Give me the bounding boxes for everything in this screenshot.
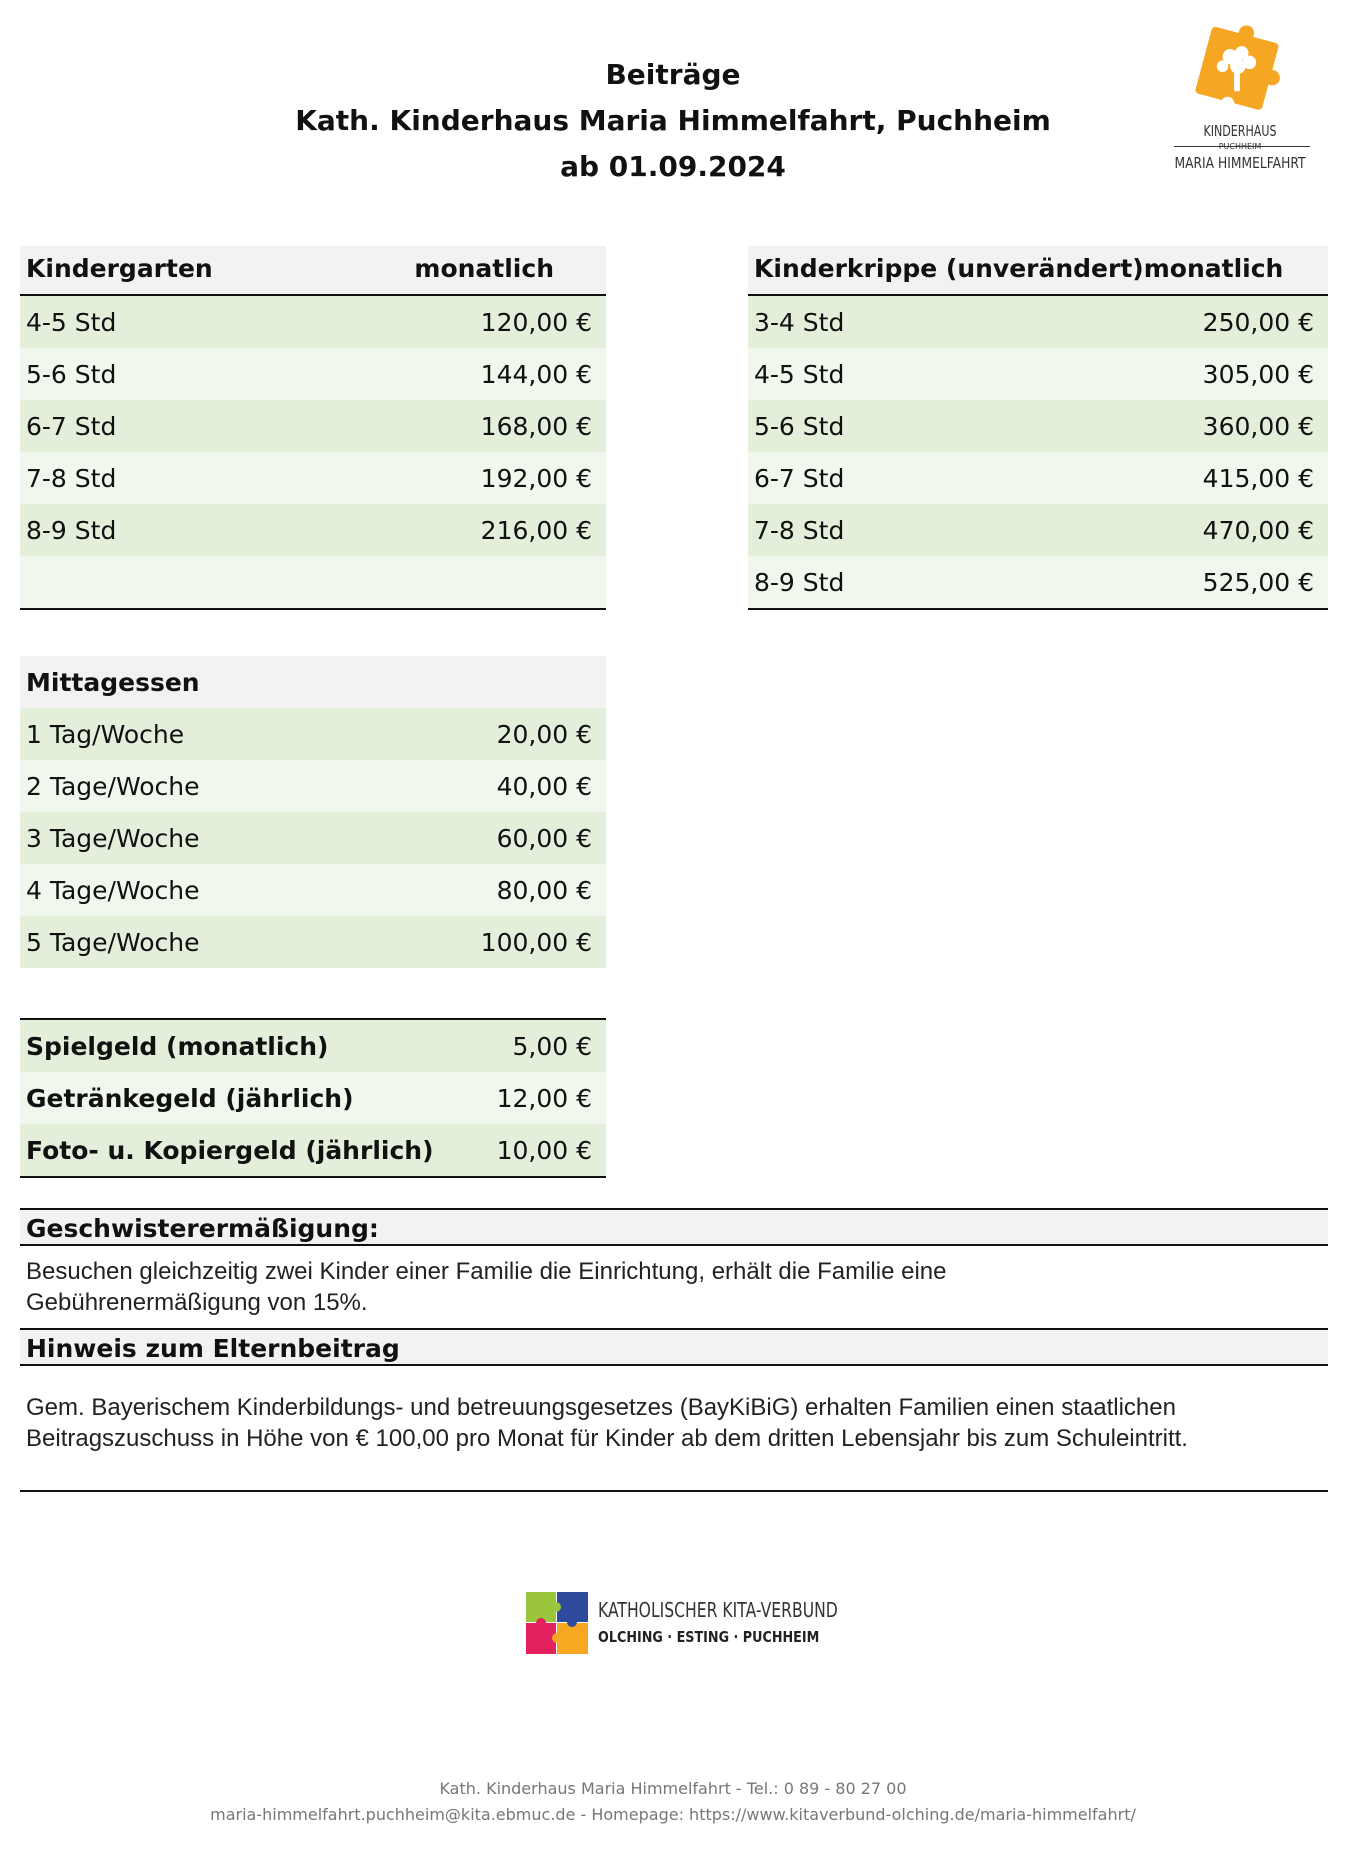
hinweis-line-1: Gem. Bayerischem Kinderbildungs- und betreuungsgesetzes (BayKiBiG) erhalten Familien einen staatlichen	[26, 1394, 1176, 1421]
hinweis-section	[20, 1328, 1328, 1492]
row-value: 100,00 €	[480, 927, 592, 957]
mittagessen-header	[20, 656, 606, 708]
row-label: 8-9 Std	[26, 515, 117, 545]
table-row	[20, 452, 606, 504]
logo-text-maria-himmelfahrt: MARIA HIMMELFAHRT	[1174, 154, 1306, 172]
table-row-empty	[20, 556, 606, 608]
table-row	[748, 452, 1328, 504]
table-row	[748, 296, 1328, 348]
row-label: Spielgeld (monatlich)	[26, 1031, 329, 1061]
page-title	[0, 52, 1346, 190]
hinweis-line-2: Beitragszuschuss in Höhe von € 100,00 pro Monat für Kinder ab dem dritten Lebensjahr bis zum Schuleintritt.	[26, 1425, 1188, 1452]
row-label: 3-4 Std	[754, 307, 845, 337]
kindergarten-table	[20, 246, 606, 610]
table-row	[20, 916, 606, 968]
row-label: 5-6 Std	[754, 411, 845, 441]
table-row	[748, 504, 1328, 556]
row-value: 120,00 €	[480, 307, 592, 337]
geschwister-text	[20, 1246, 1328, 1332]
table-row	[20, 864, 606, 916]
row-label: 5 Tage/Woche	[26, 927, 200, 957]
geschwister-title: Geschwisterermäßigung:	[20, 1208, 1328, 1246]
kita-verbund-name: KATHOLISCHER KITA-VERBUND	[598, 1598, 838, 1622]
table-row	[20, 348, 606, 400]
hinweis-title: Hinweis zum Elternbeitrag	[20, 1328, 1328, 1366]
row-label: 4 Tage/Woche	[26, 875, 200, 905]
row-value: 216,00 €	[480, 515, 592, 545]
puzzle-icon	[526, 1592, 588, 1654]
row-value: 415,00 €	[1202, 463, 1314, 493]
contact-line-2: maria-himmelfahrt.puchheim@kita.ebmuc.de - Homepage: https://www.kitaverbund-olching.de/maria-himmelfahrt/	[210, 1805, 1136, 1824]
row-value: 250,00 €	[1202, 307, 1314, 337]
row-value: 12,00 €	[496, 1083, 592, 1113]
table-row	[748, 348, 1328, 400]
title-line-2: Kath. Kinderhaus Maria Himmelfahrt, Puchheim	[295, 104, 1051, 137]
row-label: 7-8 Std	[26, 463, 117, 493]
kinderkrippe-table	[748, 246, 1328, 610]
row-label: 6-7 Std	[754, 463, 845, 493]
table-bottom-rule	[20, 608, 606, 610]
kinderkrippe-col-monatlich: monatlich	[1143, 254, 1284, 283]
row-value: 10,00 €	[496, 1135, 592, 1165]
kinderkrippe-header	[748, 246, 1328, 296]
table-bottom-rule	[20, 1176, 606, 1178]
row-label: 7-8 Std	[754, 515, 845, 545]
table-row	[20, 504, 606, 556]
row-value: 80,00 €	[496, 875, 592, 905]
geschwister-line-1: Besuchen gleichzeitig zwei Kinder einer Familie die Einrichtung, erhält die Familie eine	[26, 1258, 947, 1285]
table-row	[20, 296, 606, 348]
row-value: 360,00 €	[1202, 411, 1314, 441]
row-label: 4-5 Std	[26, 307, 117, 337]
table-row	[20, 1124, 606, 1176]
row-label: 6-7 Std	[26, 411, 117, 441]
table-row	[748, 400, 1328, 452]
table-row	[20, 1072, 606, 1124]
logo-text-puchheim: PUCHHEIM	[1218, 142, 1262, 151]
row-value: 60,00 €	[496, 823, 592, 853]
contact-line-1: Kath. Kinderhaus Maria Himmelfahrt - Tel.: 0 89 - 80 27 00	[439, 1779, 907, 1798]
mittagessen-title: Mittagessen	[26, 668, 200, 697]
table-bottom-rule	[748, 608, 1328, 610]
kinderhaus-logo	[1160, 22, 1320, 182]
row-label: 5-6 Std	[26, 359, 117, 389]
row-value: 525,00 €	[1202, 567, 1314, 597]
kinderkrippe-title: Kinderkrippe (unverändert)	[754, 254, 1144, 283]
hinweis-text	[20, 1366, 1328, 1492]
row-value: 168,00 €	[480, 411, 592, 441]
table-row	[748, 556, 1328, 608]
row-label: 3 Tage/Woche	[26, 823, 200, 853]
tree-puzzle-icon	[1188, 24, 1284, 120]
row-value: 192,00 €	[480, 463, 592, 493]
kita-verbund-locations: OLCHING · ESTING · PUCHHEIM	[598, 1628, 820, 1646]
table-row	[20, 1020, 606, 1072]
row-label: 1 Tag/Woche	[26, 719, 185, 749]
geschwister-line-2: Gebührenermäßigung von 15%.	[26, 1289, 368, 1316]
row-value: 470,00 €	[1202, 515, 1314, 545]
title-line-1: Beiträge	[605, 58, 741, 91]
row-value: 40,00 €	[496, 771, 592, 801]
kita-verbund-logo	[526, 1592, 838, 1656]
kindergarten-col-monatlich: monatlich	[414, 254, 554, 283]
mittagessen-table	[20, 656, 606, 968]
extras-table	[20, 1018, 606, 1178]
kindergarten-header	[20, 246, 606, 296]
table-row	[20, 400, 606, 452]
table-row	[20, 760, 606, 812]
geschwister-section	[20, 1208, 1328, 1332]
contact-footer	[0, 1776, 1346, 1828]
row-value: 144,00 €	[480, 359, 592, 389]
row-label: 8-9 Std	[754, 567, 845, 597]
row-value: 305,00 €	[1202, 359, 1314, 389]
row-label: Foto- u. Kopiergeld (jährlich)	[26, 1135, 434, 1165]
row-label: 2 Tage/Woche	[26, 771, 200, 801]
row-label: 4-5 Std	[754, 359, 845, 389]
row-value: 20,00 €	[496, 719, 592, 749]
table-row	[20, 708, 606, 760]
table-row	[20, 812, 606, 864]
logo-text-kinderhaus: KINDERHAUS	[1203, 122, 1277, 140]
row-value: 5,00 €	[512, 1031, 592, 1061]
row-label: Getränkegeld (jährlich)	[26, 1083, 354, 1113]
kindergarten-title: Kindergarten	[26, 254, 213, 283]
title-line-3: ab 01.09.2024	[560, 150, 786, 183]
